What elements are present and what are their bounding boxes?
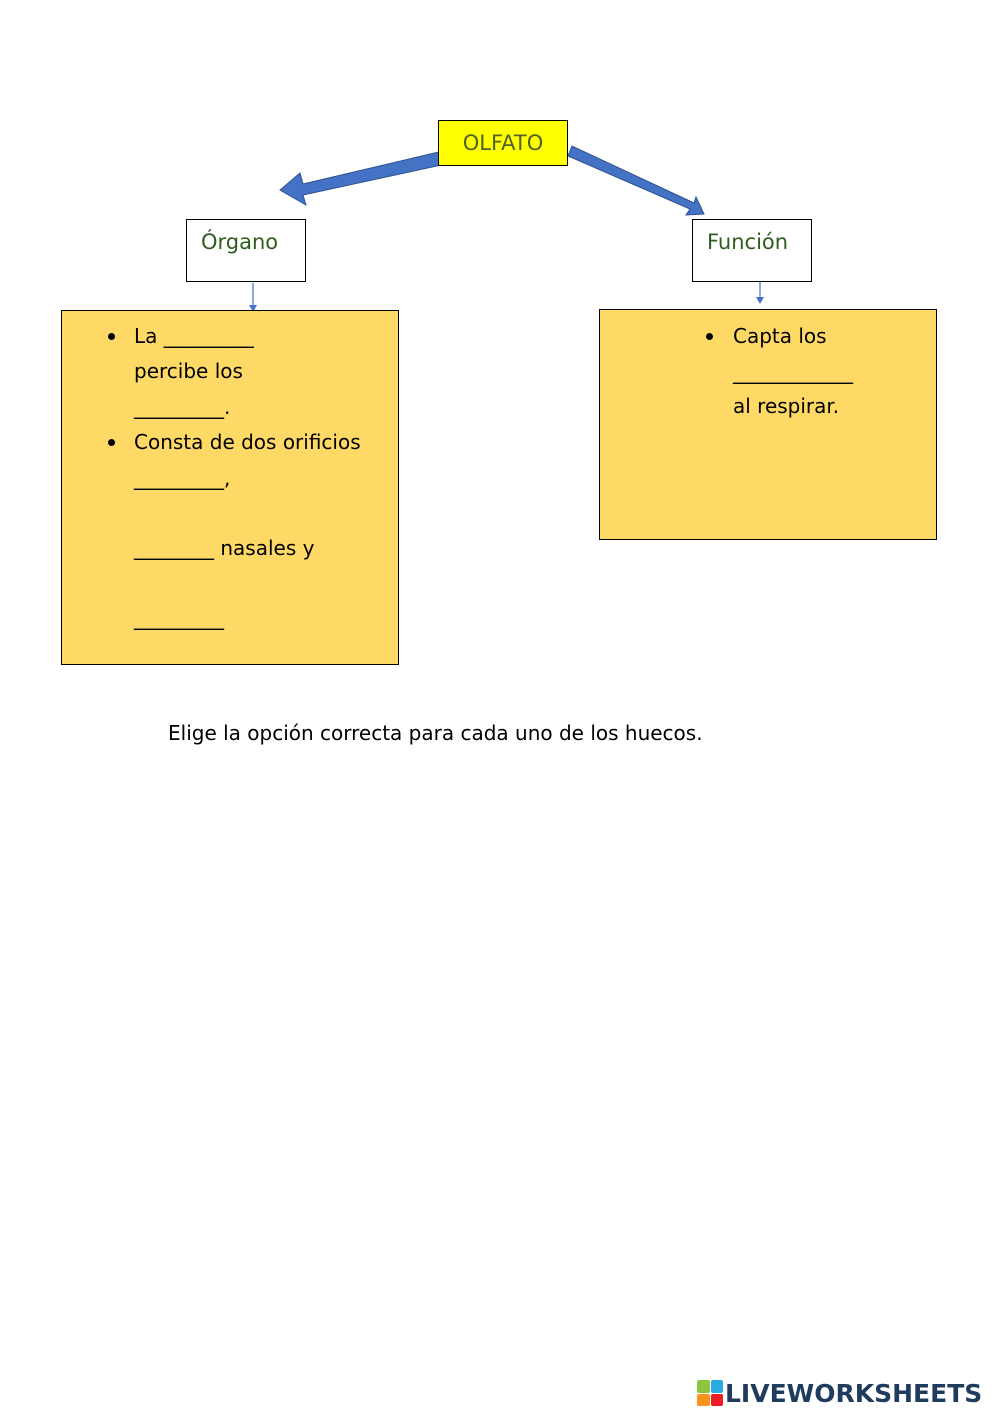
arrow-to-funcion xyxy=(568,146,704,215)
bullet-3 xyxy=(706,333,713,340)
funcion-label: Función xyxy=(707,230,789,254)
organo-label: Órgano xyxy=(201,230,279,254)
bullet-2 xyxy=(108,439,115,446)
funcion-line: Capta los xyxy=(733,324,827,348)
organo-line: _________. xyxy=(134,395,231,419)
instruction-text: Elige la opción correcta para cada uno de los huecos. xyxy=(168,721,703,745)
funcion-label-box xyxy=(692,219,812,282)
funcion-line: ____________ xyxy=(733,360,853,384)
organo-panel xyxy=(61,310,399,665)
bullet-1 xyxy=(108,333,115,340)
liveworksheets-logo xyxy=(697,1378,982,1408)
organo-line: Consta de dos orificios xyxy=(134,430,361,454)
arrowhead-funcion-panel xyxy=(756,297,764,304)
title-text: OLFATO xyxy=(462,131,544,155)
organo-line: ________ nasales y xyxy=(134,536,315,560)
title-box xyxy=(438,120,568,166)
logo-text: LIVEWORKSHEETS xyxy=(725,1378,983,1408)
funcion-panel xyxy=(599,309,937,540)
organo-line: _________ xyxy=(134,606,224,630)
arrow-to-organo xyxy=(280,151,446,205)
funcion-line: al respirar. xyxy=(733,394,840,418)
organo-line: _________, xyxy=(134,466,231,490)
organo-label-box xyxy=(186,219,306,282)
organo-line: percibe los xyxy=(134,359,243,383)
organo-line: La _________ xyxy=(134,324,254,348)
liveworksheets-grid-icon xyxy=(697,1380,723,1406)
